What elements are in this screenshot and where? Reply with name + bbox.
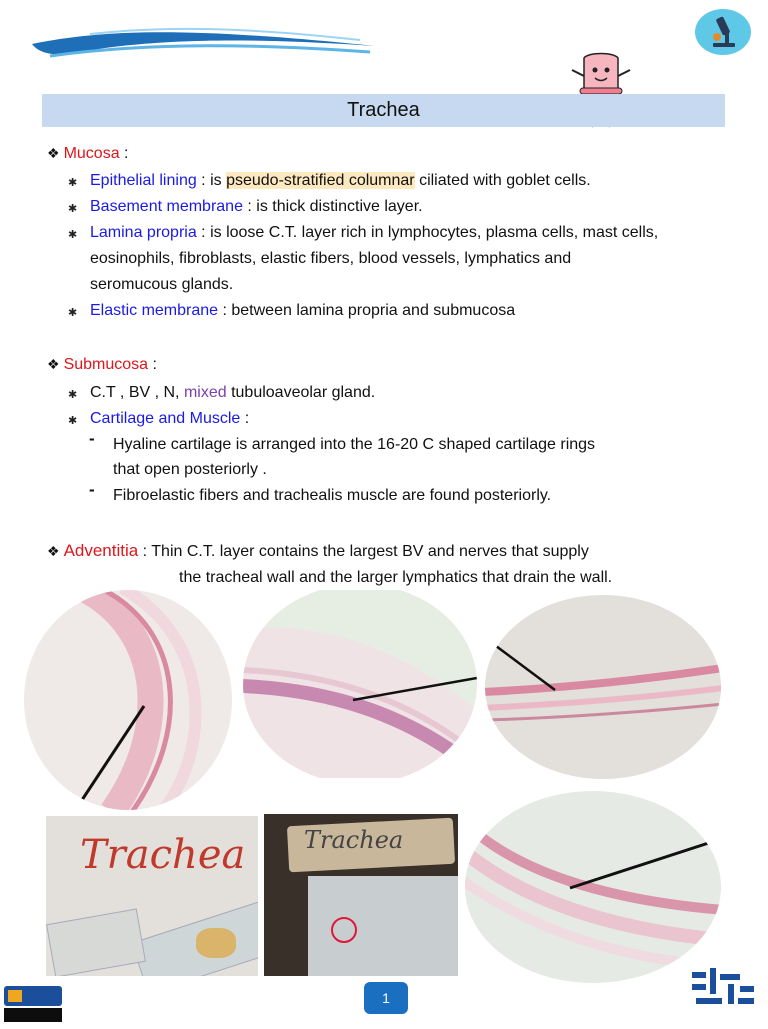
submucosa-heading: ❖ Submucosa : — [47, 356, 157, 373]
header-wave-decoration — [30, 22, 380, 62]
lamina-propria-line2: eosinophils, fibroblasts, elastic fibers, blood vessels, lymphatics and — [90, 250, 572, 267]
elastic-membrane-item: Elastic membrane : between lamina propria and submucosa — [90, 302, 516, 319]
epithelial-lining-item: Epithelial lining : is pseudo-stratified columnar ciliated with goblet cells. — [90, 172, 591, 189]
glass-slide — [131, 896, 258, 976]
asterisk-bullet-icon: ✱ — [68, 415, 78, 427]
slide-photo-closeup — [264, 814, 458, 976]
lamina-propria-line3: seromucous glands. — [90, 276, 234, 293]
micrograph-image-2 — [243, 590, 477, 778]
hyaline-cartilage-line1: Hyaline cartilage is arranged into the 16-20 C shaped cartilage rings — [113, 436, 596, 453]
hyaline-cartilage-line2: that open posteriorly . — [113, 461, 267, 478]
submucosa-glands-item: C.T , BV , N, mixed tubuloaveolar gland. — [90, 384, 376, 401]
publisher-calligraphy-logo — [688, 966, 758, 1020]
micrograph-image-1 — [22, 588, 234, 812]
dash-bullet: - — [89, 480, 95, 499]
red-circle-marker — [331, 917, 357, 943]
specimen-spot — [196, 928, 236, 958]
adventitia-item: ❖ Adventitia : Thin C.T. layer contains the largest BV and nerves that supply — [47, 541, 589, 560]
micrograph-image-3 — [483, 592, 723, 782]
page-title: Trachea — [42, 94, 725, 127]
page-number-badge: 1 — [364, 982, 408, 1014]
slide-handwritten-label: Trachea — [80, 832, 246, 878]
microscope-logo — [695, 9, 751, 55]
diamond-bullet-icon: ❖ — [47, 356, 60, 372]
asterisk-bullet-icon: ✱ — [68, 229, 78, 241]
diamond-bullet-icon: ❖ — [47, 543, 60, 559]
asterisk-bullet-icon: ✱ — [68, 389, 78, 401]
asterisk-bullet-icon: ✱ — [68, 177, 78, 189]
asterisk-bullet-icon: ✱ — [68, 203, 78, 215]
microscope-icon — [695, 9, 751, 55]
cartilage-muscle-item: Cartilage and Muscle : — [90, 410, 250, 427]
slide-label-text: Trachea — [304, 826, 404, 854]
adventitia-line2: the tracheal wall and the larger lymphatics that drain the wall. — [179, 569, 613, 586]
slide-photo-label — [46, 816, 258, 976]
print-center-logo — [2, 984, 64, 1024]
lamina-propria-item: Lamina propria : is loose C.T. layer rich in lymphocytes, plasma cells, mast cells, — [90, 224, 659, 241]
diamond-bullet-icon: ❖ — [47, 145, 60, 161]
micrograph-image-4 — [462, 790, 724, 984]
dash-bullet: - — [89, 429, 95, 448]
asterisk-bullet-icon: ✱ — [68, 307, 78, 319]
glass-slide — [46, 908, 146, 976]
mucosa-heading: ❖ Mucosa : — [47, 145, 129, 162]
fibroelastic-line: Fibroelastic fibers and trachealis muscle are found posteriorly. — [113, 487, 552, 504]
basement-membrane-item: Basement membrane : is thick distinctive layer. — [90, 198, 423, 215]
